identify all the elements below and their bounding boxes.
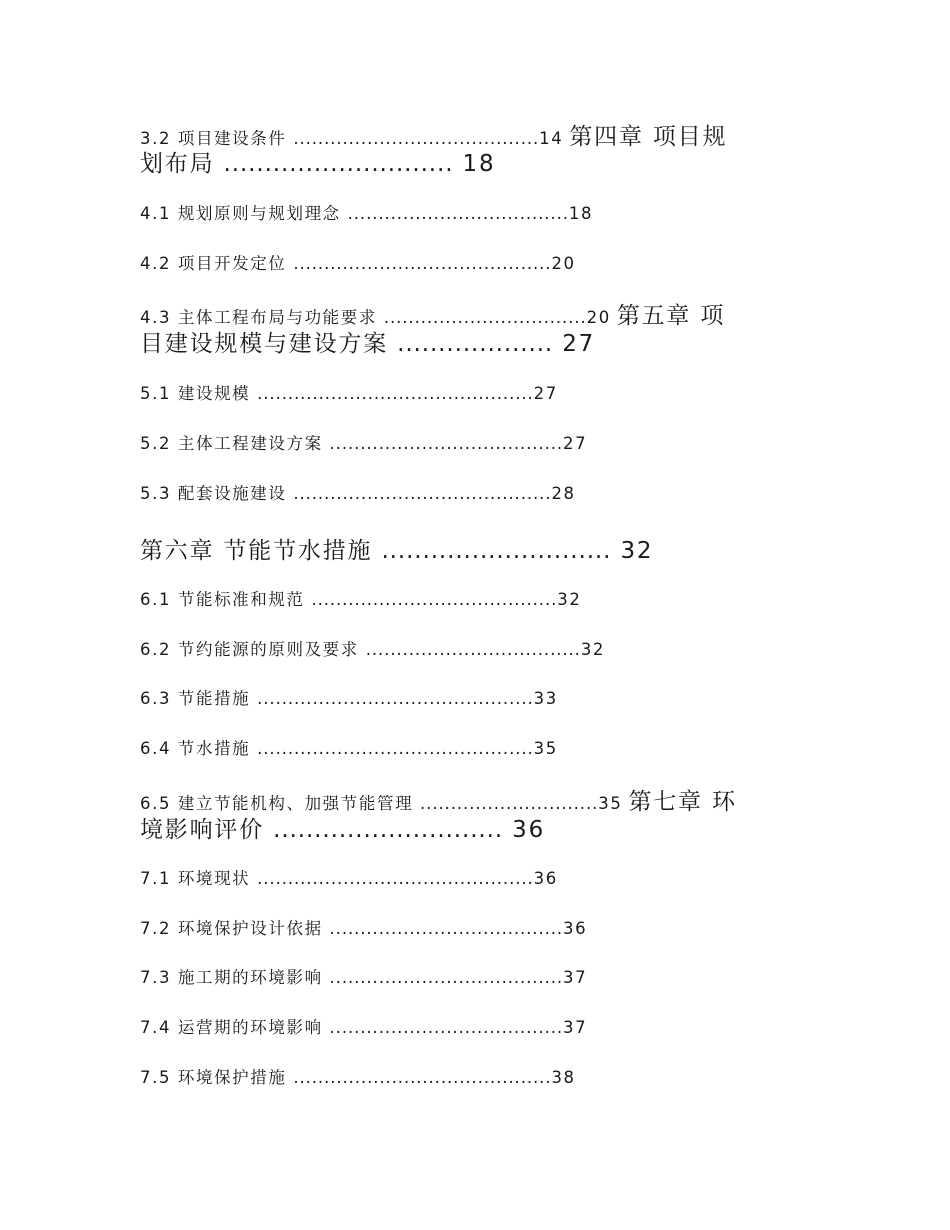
toc-entry-5-3[interactable] <box>140 480 576 504</box>
toc-dot-leader: .......................................... <box>293 1068 552 1087</box>
toc-dot-leader: ................................. <box>383 308 587 327</box>
toc-entry-title: 5.2 主体工程建设方案 <box>140 434 330 453</box>
toc-entry-5-1[interactable] <box>140 380 558 404</box>
toc-chapter-title: 第六章 节能节水措施 <box>140 538 382 564</box>
toc-page-number: 36 <box>563 919 588 938</box>
toc-entry-title: 7.3 施工期的环境影响 <box>140 968 330 987</box>
toc-entry-5-2[interactable] <box>140 430 587 454</box>
toc-entry-4-1[interactable] <box>140 200 593 224</box>
toc-entry-title: 7.5 环境保护措施 <box>140 1068 294 1087</box>
toc-dot-leader: ...................................... <box>329 968 564 987</box>
toc-dot-leader: ........................................ <box>311 590 558 609</box>
toc-dot-leader: ................................... <box>365 640 581 659</box>
toc-page-number: 27 <box>563 434 588 453</box>
toc-entry-6-1[interactable] <box>140 586 581 610</box>
toc-entry-title: 7.2 环境保护设计依据 <box>140 919 330 938</box>
toc-page-number: 20 <box>551 254 576 273</box>
toc-entry-title: 6.2 节约能源的原则及要求 <box>140 640 366 659</box>
toc-dot-leader: ............................ <box>223 151 454 177</box>
toc-page-number: 32 <box>580 640 606 659</box>
toc-page-number: 38 <box>551 1068 576 1087</box>
toc-dot-leader: .......................................... <box>293 254 552 273</box>
toc-chapter-4-title-start[interactable]: 第四章 项目规 <box>569 124 728 150</box>
toc-chapter-5-continued[interactable] <box>140 325 595 358</box>
toc-entry-7-1[interactable] <box>140 865 558 889</box>
toc-page-number: 37 <box>563 1018 588 1037</box>
toc-dot-leader: ...................................... <box>329 1018 564 1037</box>
toc-entry-7-5[interactable] <box>140 1064 576 1088</box>
toc-entry-title: 7.4 运营期的环境影响 <box>140 1018 330 1037</box>
toc-entry-4-2[interactable] <box>140 250 576 274</box>
toc-entry-7-3[interactable] <box>140 964 587 988</box>
toc-chapter-4-continued[interactable] <box>140 145 495 178</box>
toc-chapter-title: 境影响评价 <box>140 817 274 843</box>
toc-dot-leader: ............................ <box>381 538 612 564</box>
toc-chapter-title: 划布局 <box>140 151 224 177</box>
toc-page-number: 35 <box>598 794 623 813</box>
toc-dot-leader: ............................. <box>420 794 599 813</box>
toc-entry-7-2[interactable] <box>140 915 587 939</box>
toc-dot-leader: ...................................... <box>329 919 564 938</box>
toc-page-number: 36 <box>503 817 546 843</box>
toc-dot-leader: ................... <box>397 331 554 357</box>
toc-entry-6-2[interactable] <box>140 636 605 660</box>
toc-page-number: 36 <box>533 869 558 888</box>
toc-page-number: 35 <box>533 739 558 758</box>
toc-page-number: 20 <box>586 308 611 327</box>
toc-entry-6-3[interactable] <box>140 685 558 709</box>
toc-chapter-7-continued[interactable] <box>140 811 545 844</box>
toc-dot-leader: ............................................. <box>257 689 534 708</box>
toc-entry-title: 5.3 配套设施建设 <box>140 484 294 503</box>
toc-page-number: 18 <box>453 151 496 177</box>
toc-chapter-5-title-start[interactable]: 第五章 项 <box>616 303 726 329</box>
toc-dot-leader: ............................ <box>273 817 504 843</box>
toc-page-number: 32 <box>611 538 654 564</box>
toc-page-number: 33 <box>533 689 558 708</box>
toc-dot-leader: .................................... <box>347 204 569 223</box>
toc-entry-title: 3.2 项目建设条件 <box>140 129 294 148</box>
toc-entry-7-4[interactable] <box>140 1014 587 1038</box>
toc-entry-title: 6.3 节能措施 <box>140 689 258 708</box>
toc-entry-title: 4.2 项目开发定位 <box>140 254 294 273</box>
toc-entry-6-4[interactable] <box>140 735 558 759</box>
toc-page-number: 32 <box>557 590 582 609</box>
toc-entry-title: 6.5 建立节能机构、加强节能管理 <box>140 794 421 813</box>
toc-dot-leader: ............................................. <box>257 869 534 888</box>
toc-page-number: 28 <box>551 484 576 503</box>
toc-chapter-6[interactable] <box>140 532 653 565</box>
toc-dot-leader: ........................................ <box>293 129 540 148</box>
toc-page-number: 27 <box>533 384 558 403</box>
toc-entry-title: 6.4 节水措施 <box>140 739 258 758</box>
toc-chapter-title: 目建设规模与建设方案 <box>140 331 398 357</box>
toc-page-number: 27 <box>553 331 596 357</box>
toc-dot-leader: ............................................. <box>257 739 534 758</box>
toc-entry-title: 5.1 建设规模 <box>140 384 258 403</box>
toc-dot-leader: .......................................... <box>293 484 552 503</box>
toc-dot-leader: ............................................. <box>257 384 534 403</box>
toc-page-number: 18 <box>568 204 594 223</box>
toc-entry-title: 7.1 环境现状 <box>140 869 258 888</box>
toc-entry-title: 4.1 规划原则与规划理念 <box>140 204 348 223</box>
toc-dot-leader: ...................................... <box>329 434 564 453</box>
toc-entry-title: 6.1 节能标准和规范 <box>140 590 312 609</box>
toc-chapter-7-title-start[interactable]: 第七章 环 <box>628 789 737 815</box>
toc-page-number: 14 <box>539 129 564 148</box>
toc-page-number: 37 <box>563 968 588 987</box>
toc-entry-title: 4.3 主体工程布局与功能要求 <box>140 308 384 327</box>
